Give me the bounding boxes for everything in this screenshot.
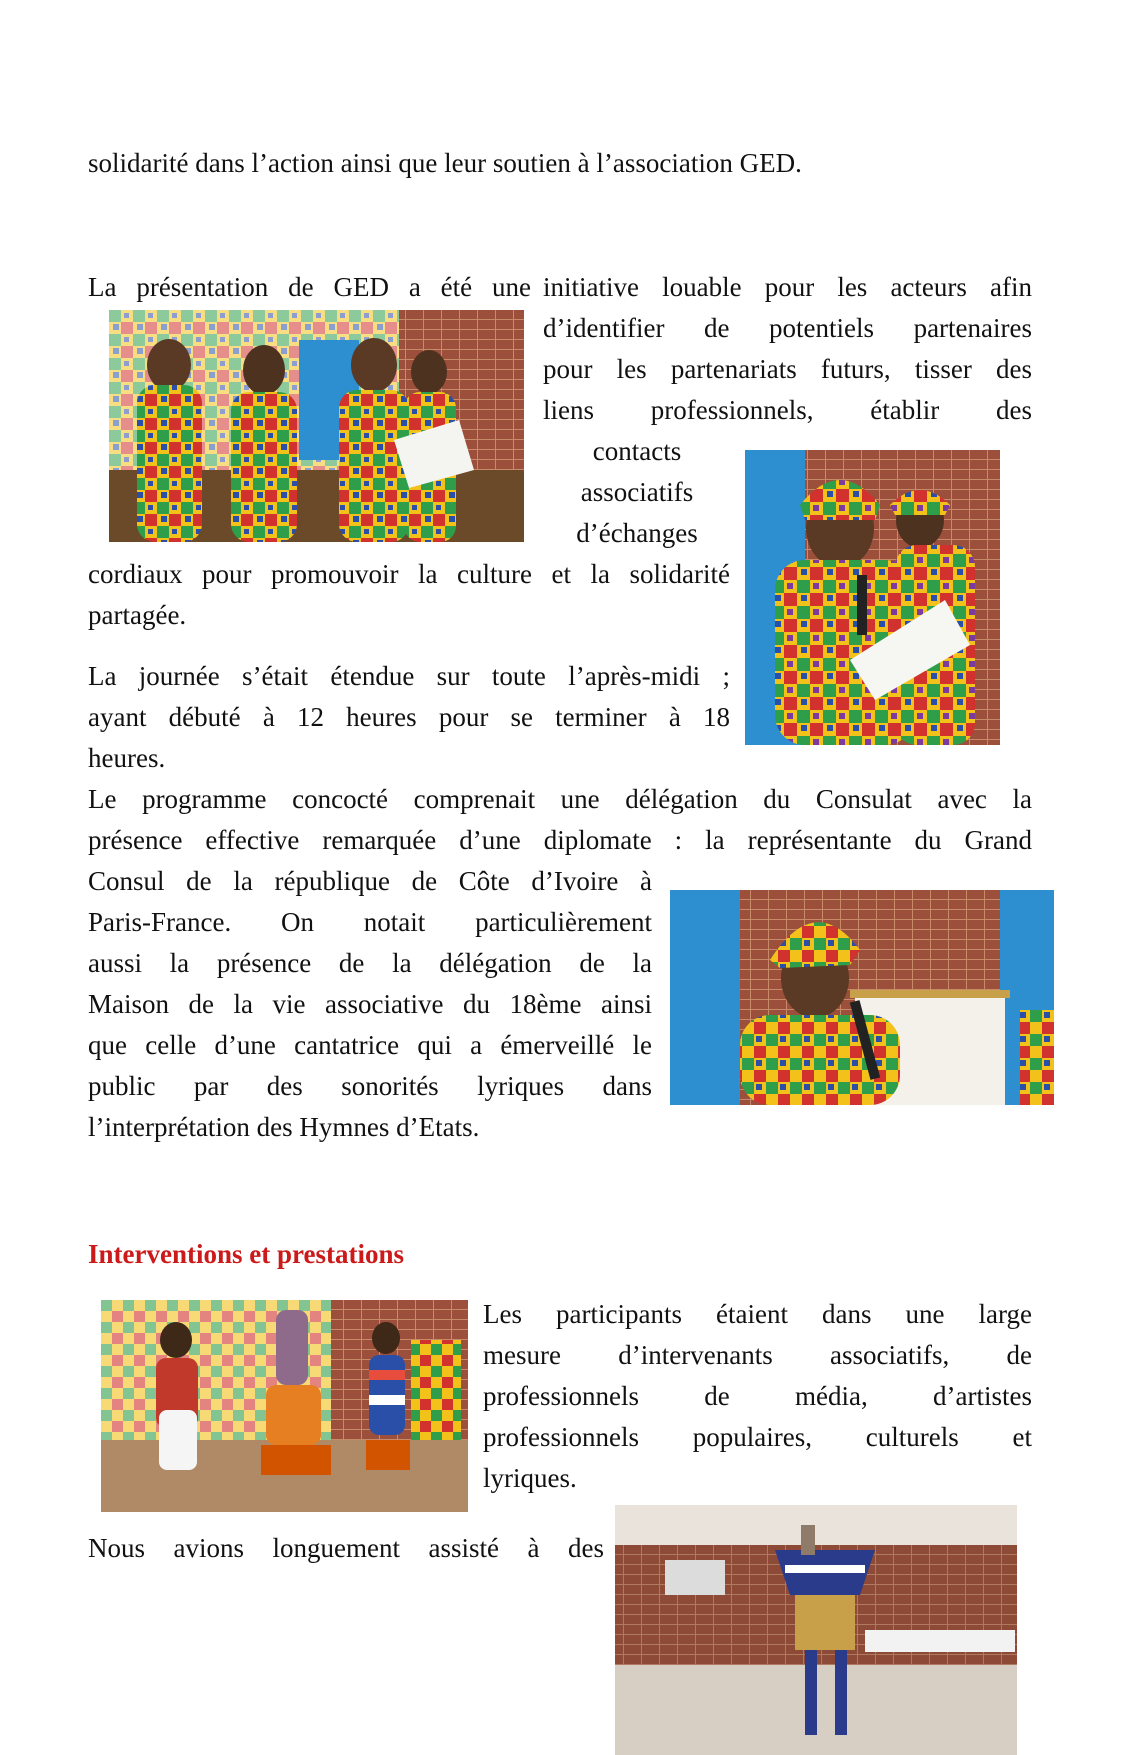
paragraph-line: aussi la présence de la délégation de la <box>88 948 652 978</box>
paragraph-line: Le programme concocté comprenait une délégation du Consulat avec la <box>88 784 1032 814</box>
paragraph-line: professionnels populaires, culturels et <box>483 1422 1032 1452</box>
paragraph-line: professionnels de média, d’artistes <box>483 1381 1032 1411</box>
paragraph-line: contacts <box>592 436 682 466</box>
paragraph-line: d’échanges <box>576 518 698 548</box>
paragraph-line: mesure d’intervenants associatifs, de <box>483 1340 1032 1370</box>
paragraph-line: Les participants étaient dans une large <box>483 1299 1032 1329</box>
paragraph-line: public par des sonorités lyriques dans <box>88 1071 652 1101</box>
woman-microphone-reading-photo <box>745 450 1000 745</box>
paragraph-line: l’interprétation des Hymnes d’Etats. <box>88 1112 480 1142</box>
women-group-speech-photo <box>109 310 524 542</box>
paragraph-line: liens professionnels, établir des <box>543 395 1032 425</box>
paragraph-line: La présentation de GED a été une <box>88 272 531 302</box>
section-heading: Interventions et prestations <box>88 1239 404 1269</box>
paragraph-line: d’identifier de potentiels partenaires <box>543 313 1032 343</box>
paragraph-line: associatifs <box>580 477 694 507</box>
paragraph-line: cordiaux pour promouvoir la culture et la solidarité <box>88 559 730 589</box>
paragraph-line: solidarité dans l’action ainsi que leur soutien à l’association GED. <box>88 148 802 178</box>
masked-dancer-hall-photo <box>615 1505 1017 1755</box>
paragraph-line: pour les partenariats futurs, tisser des <box>543 354 1032 384</box>
paragraph-line: présence effective remarquée d’une diplomate : la représentante du Grand <box>88 825 1032 855</box>
paragraph-line: initiative louable pour les acteurs afin <box>543 272 1032 302</box>
paragraph-line: Consul de la république de Côte d’Ivoire à <box>88 866 652 896</box>
paragraph-line: La journée s’était étendue sur toute l’après-midi ; <box>88 661 730 691</box>
paragraph-line: partagée. <box>88 600 187 630</box>
paragraph-line: Maison de la vie associative du 18ème ainsi <box>88 989 652 1019</box>
drummer-dancers-photo <box>101 1300 468 1512</box>
paragraph-line: que celle d’une cantatrice qui a émerveillé le <box>88 1030 652 1060</box>
paragraph-line: ayant débuté à 12 heures pour se terminer à 18 <box>88 702 730 732</box>
paragraph-line: lyriques. <box>483 1463 577 1493</box>
paragraph-line: Nous avions longuement assisté à des <box>88 1533 604 1563</box>
singer-microphone-photo <box>670 890 1054 1105</box>
paragraph-line: Paris-France. On notait particulièrement <box>88 907 652 937</box>
paragraph-line: heures. <box>88 743 166 773</box>
